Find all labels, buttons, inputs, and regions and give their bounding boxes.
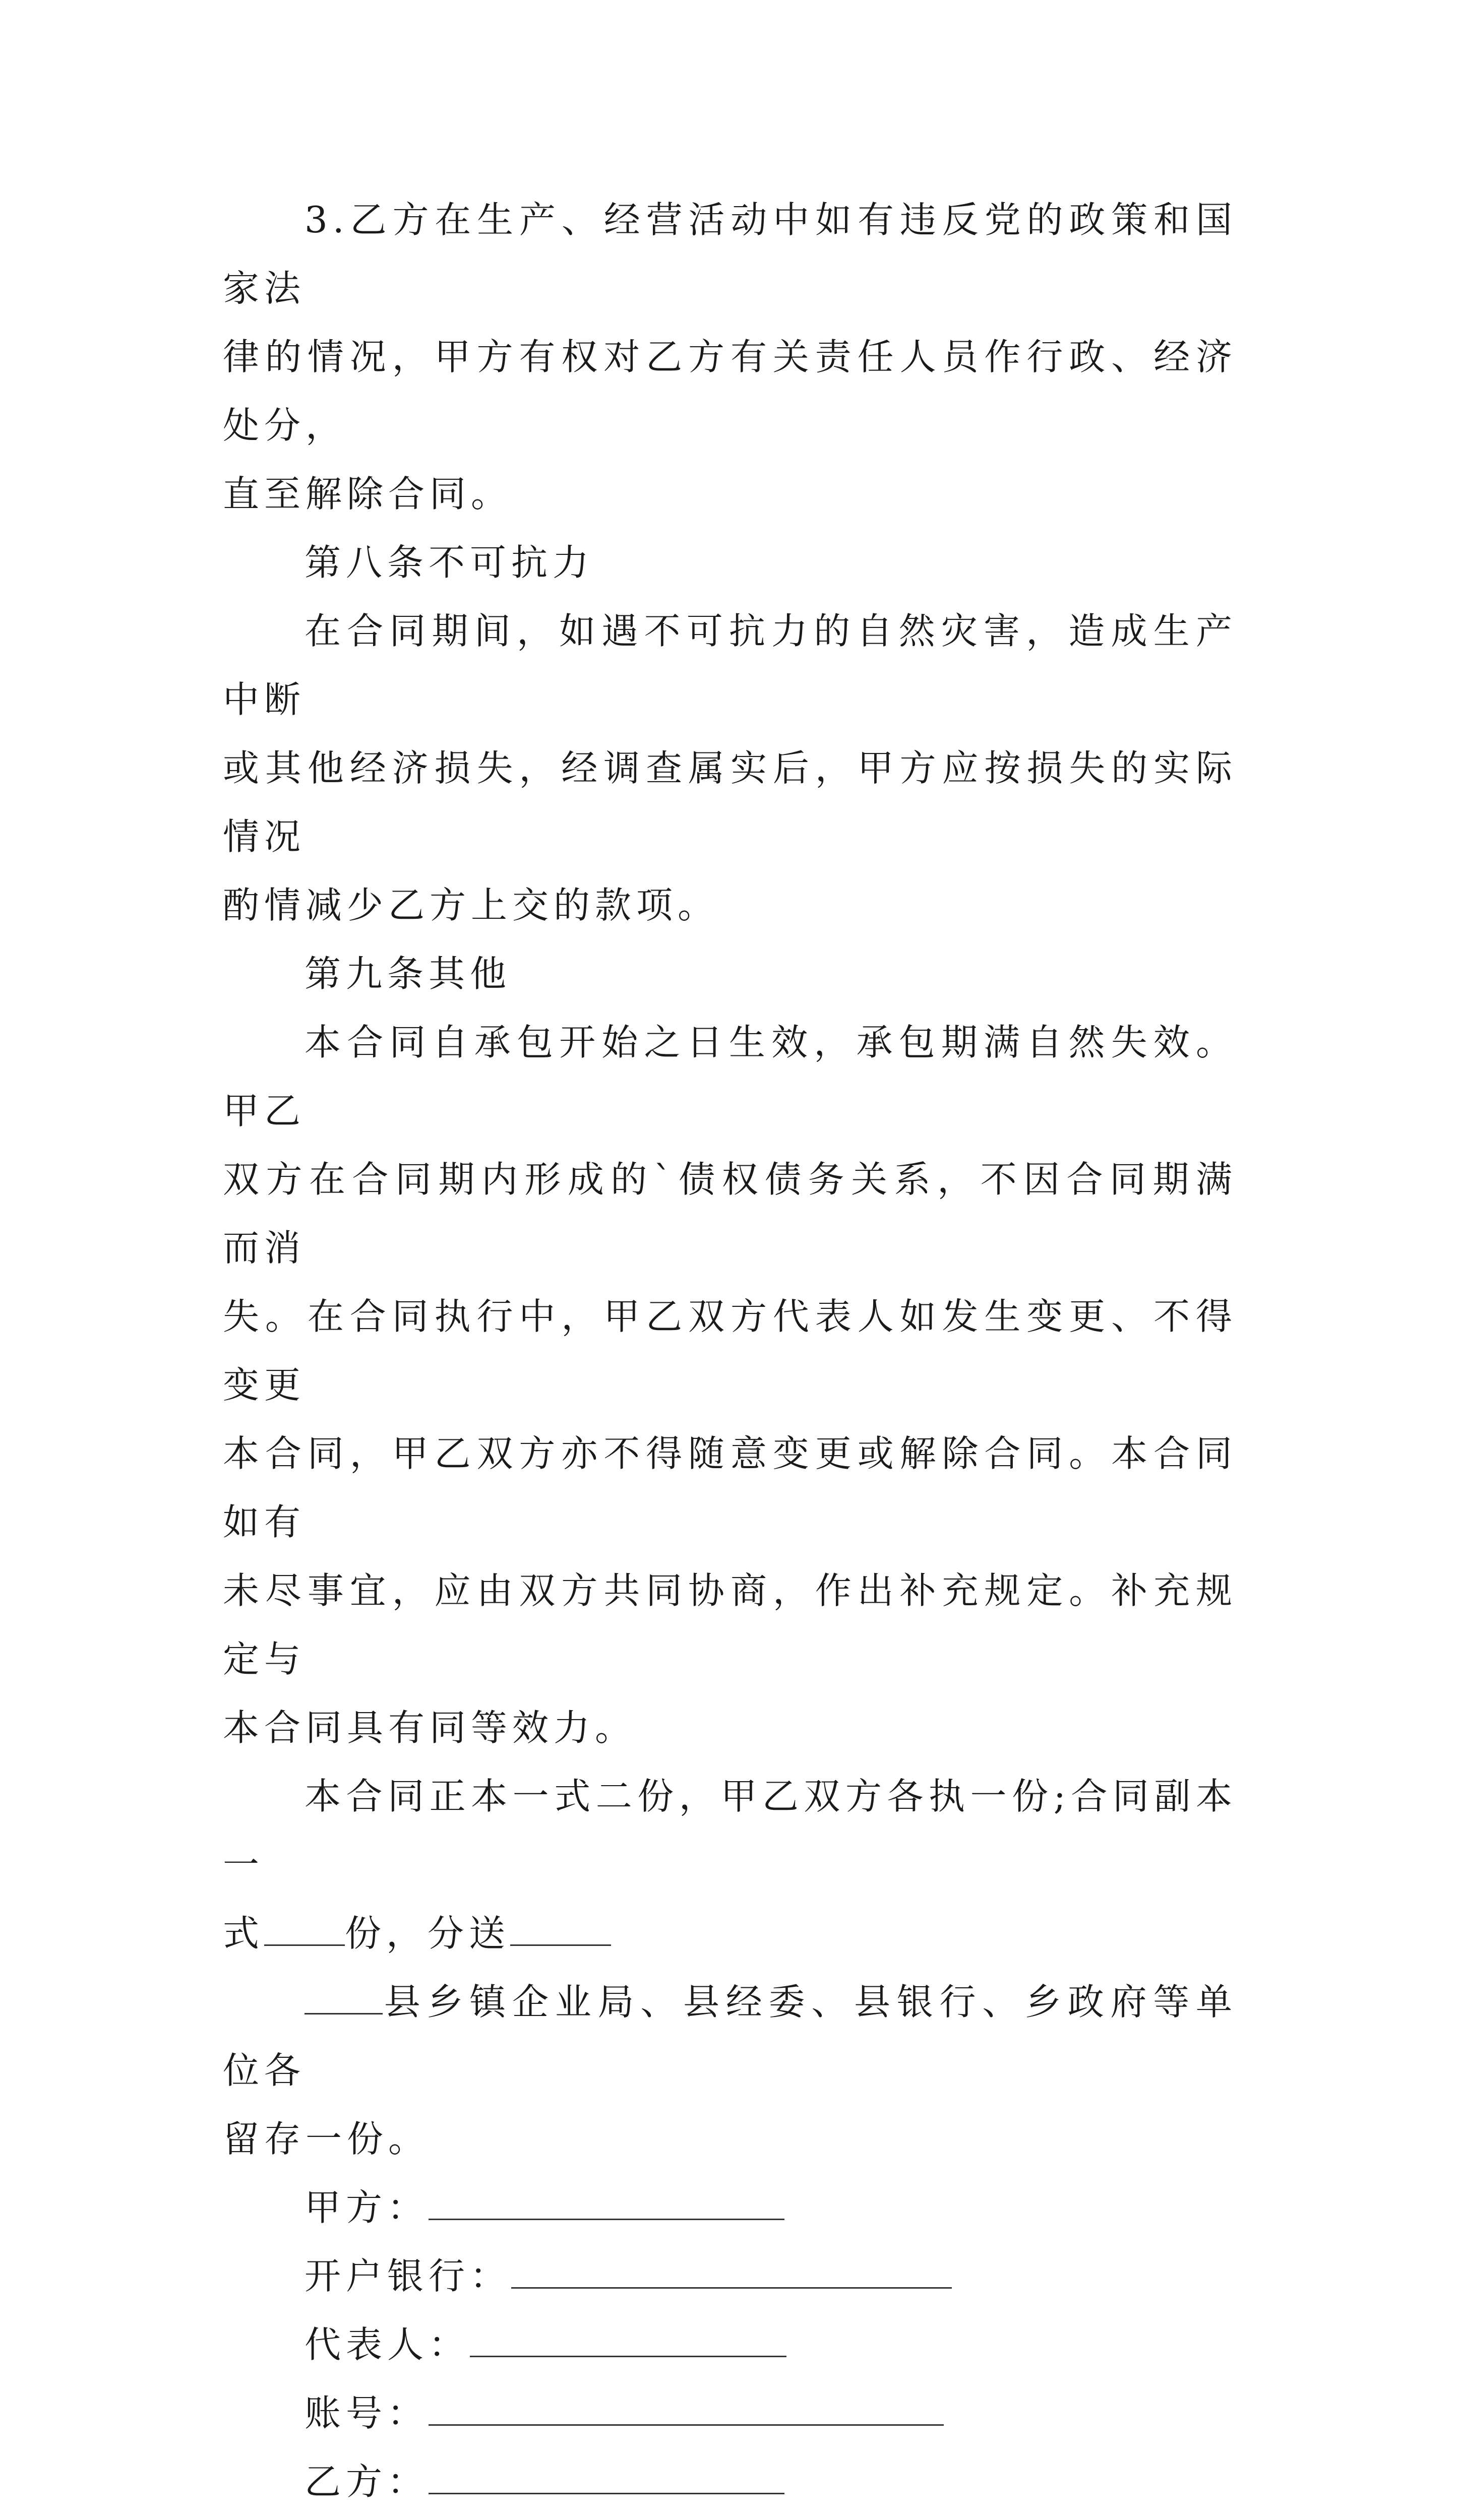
document-body (223, 185, 1237, 2520)
text-line: 在合同期间，如遇不可抗力的自然灾害，造成生产中断 (223, 610, 1237, 721)
paragraph-clause-3 (223, 185, 1237, 528)
field-label: 开户银行： (305, 2255, 512, 2297)
text-line: 本合同具有同等效力。 (223, 1707, 637, 1749)
field-label: 乙方： (305, 2461, 429, 2503)
representative-a-blank[interactable] (470, 2320, 786, 2357)
field-label: 甲方： (305, 2186, 429, 2229)
text-line: 失。在合同执行中，甲乙双方代表人如发生变更、不得变更 (223, 1295, 1237, 1406)
text-line: 律的情况，甲方有权对乙方有关责任人员作行政、经济处分， (223, 336, 1237, 447)
text-line: 留存一份。 (223, 2118, 430, 2160)
distribution-blank[interactable] (510, 1909, 611, 1946)
field-account (223, 2379, 1237, 2447)
text-line: 本合同自承包开始之日生效，承包期满自然失效。甲乙 (223, 1021, 1237, 1132)
party-b-blank[interactable] (429, 2458, 784, 2494)
paragraph-copies (223, 1762, 1237, 1968)
distribution-text: 县乡镇企业局、县经委、县银行、乡政府等单位各 (223, 1981, 1237, 2092)
text-line: 双方在合同期内形成的`债权债务关系，不因合同期满而消 (223, 1158, 1237, 1269)
field-representative-b (223, 2516, 1237, 2520)
field-party-b (223, 2447, 1237, 2516)
text-line: 直至解除合同。 (223, 473, 513, 515)
text-line (223, 1968, 1237, 2105)
field-label: 账号： (305, 2392, 429, 2434)
field-representative-a (223, 2310, 1237, 2379)
text-line: 本合同正本一式二份，甲乙双方各执一份;合同副本一 (223, 1775, 1237, 1886)
article-8-heading (223, 528, 1237, 597)
field-bank (223, 2242, 1237, 2310)
field-party-a (223, 2173, 1237, 2242)
text-line: 本合同，甲乙双方亦不得随意变更或解除合同。本合同如有 (223, 1432, 1237, 1543)
field-label: 代表人： (305, 2323, 470, 2366)
text-line: 未尽事宜，应由双方共同协商，作出补充规定。补充规定与 (223, 1569, 1237, 1680)
heading-text: 第八条不可抗力 (305, 541, 594, 584)
copies-count-blank[interactable] (264, 1909, 345, 1946)
copies-prefix: 式 (223, 1912, 265, 1955)
county-blank[interactable] (305, 1978, 383, 2014)
paragraph-other-provisions (223, 1008, 1237, 1762)
party-a-blank[interactable] (429, 2183, 784, 2220)
text-line: 3.乙方在生产、经营活动中如有违反党的政策和国家法 (223, 199, 1237, 309)
text-line: 酌情减少乙方上交的款项。 (223, 884, 719, 926)
paragraph-force-majeure (223, 597, 1237, 939)
text-line (223, 1899, 1237, 1968)
bank-blank[interactable] (511, 2252, 952, 2289)
heading-text: 第九条其他 (305, 953, 512, 995)
account-blank[interactable] (429, 2389, 944, 2426)
article-9-heading (223, 939, 1237, 1008)
copies-mid: 份，分送 (345, 1912, 511, 1955)
text-line: 或其他经济损失，经调查属实后，甲方应按损失的实际情况 (223, 747, 1237, 858)
paragraph-distribution (223, 1968, 1237, 2173)
